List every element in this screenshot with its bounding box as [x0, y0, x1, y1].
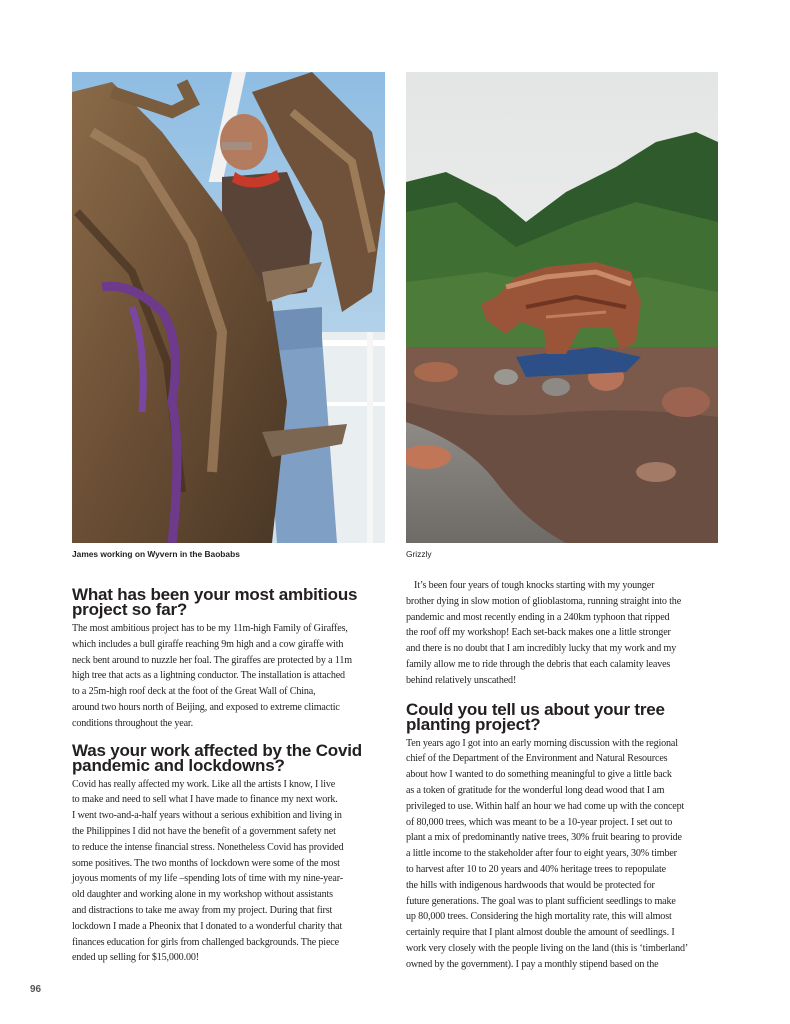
photo-caption-right: Grizzly: [406, 549, 432, 559]
article-column-left: [72, 587, 388, 975]
wyvern-photo-image: [72, 72, 385, 543]
question-heading-covid: Was your work affected by the Covid pandemic and lockdowns?: [72, 740, 362, 775]
article-column-right: [406, 578, 722, 973]
photo-wyvern-sculptor: [72, 72, 385, 543]
question-heading-ambitious-project: What has been your most ambitious project so far?: [72, 585, 358, 619]
answer-paragraph-covid: Covid has really affected my work. Like all the artists I know, I live to make and need to sell what I have made to finance my next work. I went two-and-a-half years without a serious exhibition and living in the Philippines I did not have the benefit of a government safety net to reduce the intense financial stress. Nonetheless Covid has provided some positives. The two months of lockdown were some of the most joyous moments of my life –spending lots of time with my nine-year- old daughter and working alone in my workshop without assistants and distractions to take me away from my project. During that first lockdown I made a Pheonix that I donated to a wonderful charity that finances education for girls from challenged backgrounds. The piece ended up selling for $15,000.00!: [72, 778, 344, 964]
answer-paragraph-covid-continued: It’s been four years of tough knocks starting with my younger brother dying in slow motion of glioblastoma, running straight into the pandemic and most recently ending in a 240km typhoon that ripped the roof off my workshop! Each set-back makes one a little stronger and there is no doubt that I am incredibly lucky that my work and my family allow me to ride through the debris that each calamity leaves behind relatively unscathed!: [406, 580, 682, 686]
photo-grizzly-sculpture: [406, 72, 718, 543]
page-number: 96: [30, 984, 42, 995]
answer-paragraph-ambitious-project: The most ambitious project has to be my 11m-high Family of Giraffes, which includes a bull giraffe reaching 9m high and a cow giraffe with neck bent around to nuzzle her foal. The giraffes are protected by a 11m high tree that acts as a lightning conductor. The installation is attached to a 25m-high roof deck at the foot of the Great Wall of China, around two hours north of Beijing, and exposed to extreme climactic conditions throughout the year.: [72, 623, 352, 729]
grizzly-photo-image: [406, 72, 718, 543]
photo-caption-left: James working on Wyvern in the Baobabs: [72, 549, 240, 559]
question-heading-tree-planting: Could you tell us about your tree planting project?: [406, 699, 665, 734]
answer-paragraph-tree-planting: Ten years ago I got into an early morning discussion with the regional chief of the Department of the Environment and Natural Resources about how I wanted to do something meaningful to give a little back as a token of gratitude for the wonderful long dead wood that I am privileged to use. Within half an hour we had come up with the concept of 80,000 trees, which was meant to be a 10-year project. I set out to plant a mix of predominantly native trees, 30% fruit bearing to provide a little income to the stakeholder after four to eight years, 30% timber to harvest after 10 to 20 years and 40% heritage trees to repopulate the hills with indigenous hardwoods that would be protected for future generations. The goal was to plant sufficient seedlings to make up 80,000 trees. Considering the high mortality rate, this will almost certainly require that I plant almost double the amount of seedlings. I work very closely with the people living on the land (this is ‘timberland’ owned by the government). I pay a monthly stipend based on the: [406, 737, 689, 970]
